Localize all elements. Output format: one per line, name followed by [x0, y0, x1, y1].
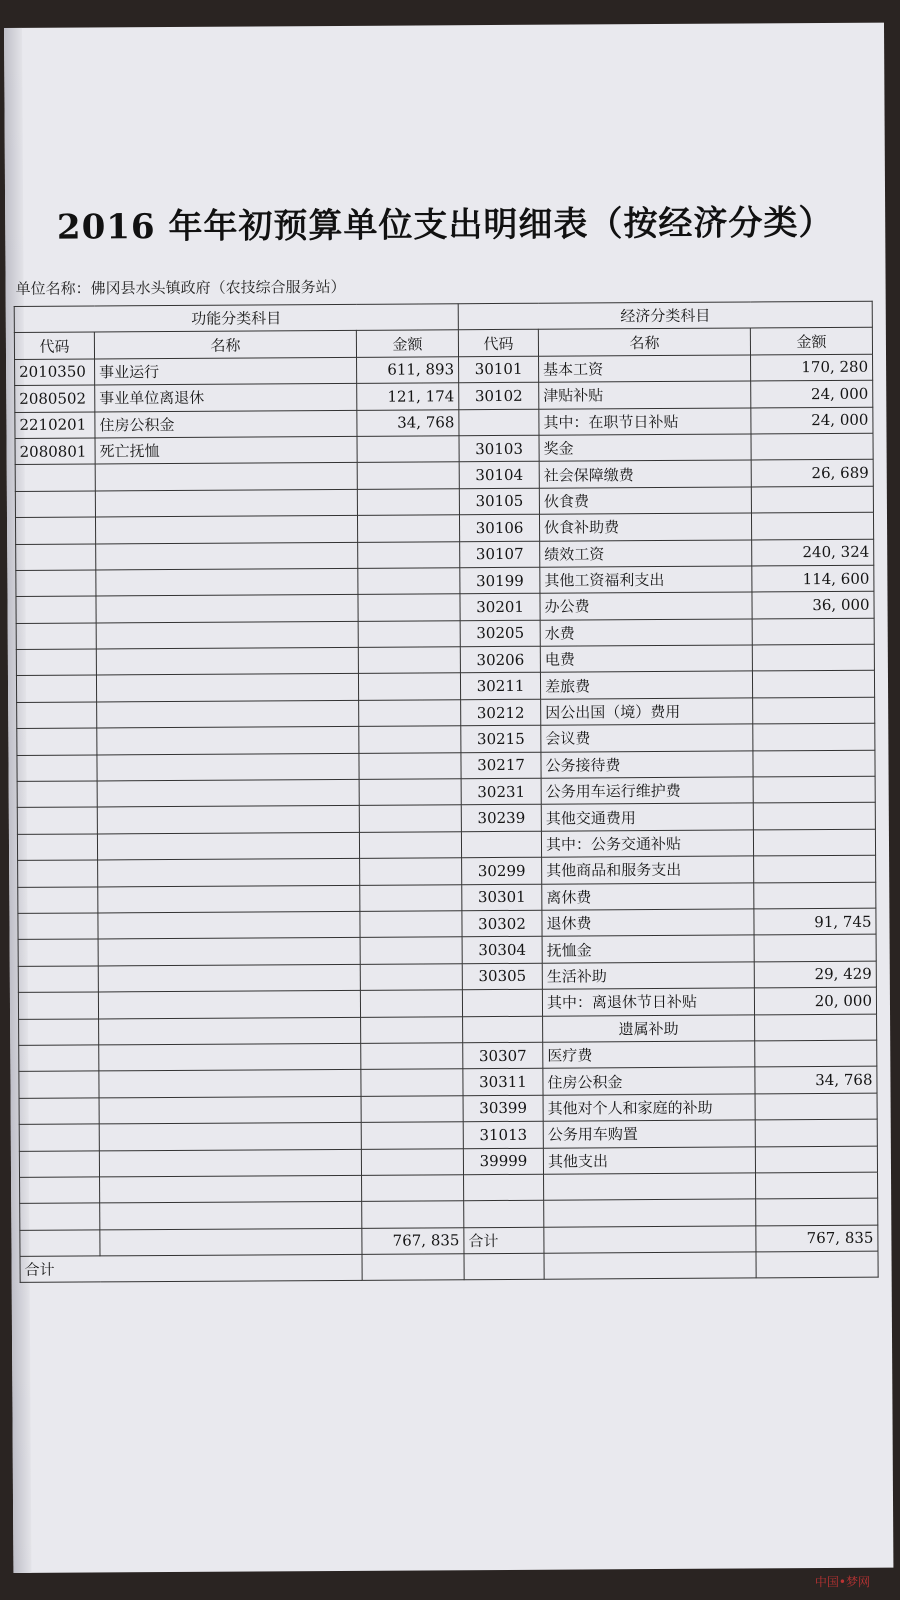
f-code-header: 代码	[14, 332, 94, 359]
cell-f-amount	[361, 1148, 463, 1175]
cell-f-name	[96, 542, 358, 570]
cell-e-amount	[753, 723, 875, 750]
cell-f-name	[98, 859, 360, 887]
cell-f-code	[16, 570, 96, 597]
cell-e-amount: 170, 280	[751, 354, 873, 381]
cell-e-amount: 91, 745	[754, 908, 876, 935]
cell-e-amount	[755, 1040, 877, 1067]
cell-e-code: 30307	[463, 1042, 543, 1069]
cell-e-code: 30101	[459, 356, 539, 383]
cell-e-amount	[753, 750, 875, 777]
cell-f-amount	[360, 884, 462, 911]
cell-e-code: 30104	[459, 462, 539, 489]
cell-f-code	[19, 1018, 99, 1045]
page-title: 2016 年年初预算单位支出明细表（按经济分类）	[56, 202, 834, 248]
cell-e-code: 30211	[460, 673, 540, 700]
cell-f-code	[17, 781, 97, 808]
cell-e-code: 30107	[460, 541, 540, 568]
cell-e-name: 其中：离退休节日补贴	[542, 988, 754, 1016]
cell-e-code	[463, 1016, 543, 1043]
cell-f-code	[15, 464, 95, 491]
cell-f-code	[18, 966, 98, 993]
cell-e-code: 30239	[461, 805, 541, 832]
total-label-economic	[464, 1253, 544, 1280]
cell-e-name: 奖金	[539, 434, 751, 462]
cell-f-name	[97, 700, 359, 728]
cell-f-code	[20, 1177, 100, 1204]
cell-f-code	[16, 543, 96, 570]
cell-e-amount: 240, 324	[752, 539, 874, 566]
cell-f-name	[96, 647, 358, 675]
cell-f-amount	[358, 620, 460, 647]
cell-f-amount	[361, 1043, 463, 1070]
document-page	[4, 23, 893, 1573]
cell-e-amount: 114, 600	[752, 565, 874, 592]
cell-f-name	[98, 885, 360, 913]
cell-f-code	[19, 1071, 99, 1098]
cell-f-amount	[361, 1016, 463, 1043]
cell-e-code	[464, 1174, 544, 1201]
cell-e-name: 绩效工资	[540, 539, 752, 567]
cell-e-name: 因公出国（境）费用	[541, 698, 753, 726]
cell-f-name	[96, 595, 358, 623]
cell-e-name: 公务用车运行维护费	[541, 777, 753, 805]
cell-f-name	[97, 727, 359, 755]
cell-e-code: 30304	[462, 937, 542, 964]
cell-e-name: 其他对个人和家庭的补助	[543, 1094, 755, 1122]
total-empty	[544, 1252, 756, 1280]
cell-f-name	[98, 911, 360, 939]
cell-f-amount	[361, 1122, 463, 1149]
cell-e-amount	[754, 855, 876, 882]
cell-f-name: 住房公积金	[95, 410, 357, 438]
cell-e-amount	[751, 486, 873, 513]
watermark: 中国•梦网	[814, 1575, 870, 1589]
cell-f-name	[98, 938, 360, 966]
cell-f-name	[95, 463, 357, 491]
cell-e-amount	[755, 1093, 877, 1120]
cell-e-amount: 767, 835	[756, 1225, 878, 1252]
cell-f-name	[97, 806, 359, 834]
cell-e-name: 差旅费	[540, 671, 752, 699]
cell-f-name	[95, 515, 357, 543]
cell-f-amount	[358, 568, 460, 595]
cell-e-code: 31013	[463, 1121, 543, 1148]
cell-e-name	[544, 1226, 756, 1254]
cell-e-code: 30206	[460, 646, 540, 673]
cell-e-code: 30302	[462, 910, 542, 937]
cell-e-amount	[752, 671, 874, 698]
cell-e-amount	[753, 776, 875, 803]
cell-e-name: 生活补助	[542, 962, 754, 990]
functional-group-header: 功能分类科目	[14, 304, 458, 333]
cell-f-amount	[360, 937, 462, 964]
cell-e-code: 30299	[462, 857, 542, 884]
cell-e-code	[459, 409, 539, 436]
cell-e-amount: 29, 429	[754, 961, 876, 988]
cell-f-amount	[357, 436, 459, 463]
cell-f-amount	[359, 700, 461, 727]
cell-f-amount	[360, 963, 462, 990]
cell-f-code	[16, 623, 96, 650]
cell-e-amount	[751, 512, 873, 539]
cell-f-amount: 34, 768	[357, 409, 459, 436]
cell-e-amount	[754, 882, 876, 909]
cell-e-amount: 26, 689	[751, 460, 873, 487]
cell-f-code	[16, 675, 96, 702]
cell-f-amount	[359, 779, 461, 806]
cell-e-amount: 36, 000	[752, 591, 874, 618]
cell-f-code	[17, 755, 97, 782]
cell-f-amount	[360, 911, 462, 938]
cell-e-name	[544, 1173, 756, 1201]
cell-f-code: 2010350	[15, 359, 95, 386]
cell-f-amount	[357, 488, 459, 515]
cell-f-code	[17, 807, 97, 834]
cell-e-code	[461, 831, 541, 858]
cell-f-name	[98, 990, 360, 1018]
cell-f-code	[19, 1098, 99, 1125]
cell-f-amount	[358, 673, 460, 700]
cell-f-name	[100, 1228, 362, 1256]
cell-e-name	[544, 1199, 756, 1227]
cell-f-code	[17, 728, 97, 755]
cell-f-amount	[357, 515, 459, 542]
cell-f-code: 2080801	[15, 438, 95, 465]
cell-e-code: 30215	[461, 725, 541, 752]
cell-e-code: 30217	[461, 752, 541, 779]
cell-e-name: 伙食费	[539, 487, 751, 515]
cell-f-amount	[359, 752, 461, 779]
cell-f-amount	[357, 462, 459, 489]
cell-f-code	[19, 1150, 99, 1177]
cell-e-name: 会议费	[541, 724, 753, 752]
cell-e-name: 离休费	[542, 883, 754, 911]
cell-f-code	[20, 1203, 100, 1230]
cell-f-amount	[358, 647, 460, 674]
cell-f-code	[19, 1124, 99, 1151]
budget-expenditure-table	[14, 301, 879, 1284]
cell-e-name: 水费	[540, 619, 752, 647]
cell-f-code: 2080502	[15, 385, 95, 412]
cell-e-code: 30301	[462, 884, 542, 911]
cell-f-amount	[359, 805, 461, 832]
cell-e-name: 公务接待费	[541, 751, 753, 779]
cell-e-code: 30305	[462, 963, 542, 990]
cell-e-code: 30106	[459, 514, 539, 541]
cell-e-amount	[756, 1198, 878, 1225]
cell-e-name: 遗属补助	[543, 1014, 755, 1042]
cell-f-name	[95, 489, 357, 517]
cell-e-code: 30231	[461, 778, 541, 805]
cell-f-amount: 121, 174	[357, 383, 459, 410]
cell-f-name	[99, 1017, 361, 1045]
cell-f-name	[96, 568, 358, 596]
cell-e-name: 医疗费	[543, 1041, 755, 1069]
cell-f-amount: 767, 835	[362, 1227, 464, 1254]
total-amount-functional	[362, 1254, 464, 1281]
cell-f-amount	[358, 594, 460, 621]
cell-e-amount	[756, 1172, 878, 1199]
cell-e-amount: 20, 000	[754, 987, 876, 1014]
cell-e-amount	[753, 697, 875, 724]
cell-f-name	[99, 1149, 361, 1177]
cell-f-code	[17, 702, 97, 729]
cell-f-name	[97, 832, 359, 860]
cell-f-code	[18, 992, 98, 1019]
total-row	[20, 1251, 878, 1283]
cell-e-code	[464, 1201, 544, 1228]
cell-f-code	[16, 649, 96, 676]
cell-e-amount	[755, 1119, 877, 1146]
economic-group-header: 经济分类科目	[458, 301, 872, 330]
total-amount-economic	[756, 1251, 878, 1278]
total-label-functional: 合计	[20, 1254, 362, 1282]
cell-f-amount	[359, 726, 461, 753]
cell-e-name: 其他工资福利支出	[540, 566, 752, 594]
cell-e-name: 办公费	[540, 592, 752, 620]
cell-f-amount	[361, 1069, 463, 1096]
cell-f-name	[99, 1070, 361, 1098]
f-amount-header: 金额	[356, 330, 458, 357]
cell-f-code	[17, 834, 97, 861]
cell-e-amount	[753, 803, 875, 830]
cell-e-code	[462, 989, 542, 1016]
cell-e-code: 30102	[459, 382, 539, 409]
cell-e-name: 伙食补助费	[539, 513, 751, 541]
cell-f-code	[19, 1045, 99, 1072]
cell-e-name: 津贴补贴	[539, 381, 751, 409]
cell-e-name: 其他支出	[543, 1146, 755, 1174]
cell-e-name: 退休费	[542, 909, 754, 937]
cell-e-name: 基本工资	[539, 355, 751, 383]
cell-f-name: 事业运行	[95, 357, 357, 385]
cell-f-amount	[361, 1095, 463, 1122]
cell-f-code	[18, 939, 98, 966]
e-amount-header: 金额	[750, 328, 872, 355]
cell-f-amount	[360, 990, 462, 1017]
f-name-header: 名称	[94, 331, 356, 359]
cell-f-code	[18, 887, 98, 914]
cell-f-name	[99, 1096, 361, 1124]
cell-f-amount	[362, 1201, 464, 1228]
cell-e-name: 其他商品和服务支出	[542, 856, 754, 884]
cell-f-name	[98, 964, 360, 992]
cell-f-code	[15, 491, 95, 518]
cell-e-amount	[754, 935, 876, 962]
cell-e-amount	[755, 1014, 877, 1041]
cell-e-amount	[753, 829, 875, 856]
cell-f-name	[96, 674, 358, 702]
cell-f-name	[97, 753, 359, 781]
cell-f-name	[99, 1043, 361, 1071]
cell-f-name	[100, 1175, 362, 1203]
cell-e-code: 30199	[460, 567, 540, 594]
cell-f-amount	[362, 1175, 464, 1202]
cell-e-code: 39999	[463, 1148, 543, 1175]
cell-f-code	[16, 596, 96, 623]
cell-e-amount: 34, 768	[755, 1067, 877, 1094]
cell-f-name: 事业单位离退休	[95, 384, 357, 412]
cell-f-code: 2210201	[15, 412, 95, 439]
cell-f-code	[15, 517, 95, 544]
cell-e-code: 30311	[463, 1069, 543, 1096]
cell-e-code: 30399	[463, 1095, 543, 1122]
cell-f-name: 死亡抚恤	[95, 436, 357, 464]
cell-e-name: 其中：公务交通补贴	[541, 830, 753, 858]
cell-e-name: 社会保障缴费	[539, 460, 751, 488]
cell-e-name: 抚恤金	[542, 935, 754, 963]
cell-f-name	[96, 621, 358, 649]
cell-e-code: 30205	[460, 620, 540, 647]
cell-e-amount	[751, 433, 873, 460]
cell-e-name: 住房公积金	[543, 1067, 755, 1095]
e-name-header: 名称	[538, 328, 750, 356]
e-code-header: 代码	[458, 330, 538, 357]
cell-f-name	[97, 779, 359, 807]
cell-e-code: 30103	[459, 435, 539, 462]
cell-e-amount	[752, 644, 874, 671]
cell-f-code	[20, 1230, 100, 1257]
cell-f-amount	[360, 858, 462, 885]
cell-f-amount	[359, 832, 461, 859]
cell-e-code: 30212	[461, 699, 541, 726]
cell-e-name: 电费	[540, 645, 752, 673]
cell-e-amount: 24, 000	[751, 380, 873, 407]
cell-e-code: 30105	[459, 488, 539, 515]
cell-f-code	[18, 860, 98, 887]
cell-f-amount	[358, 541, 460, 568]
cell-e-name: 公务用车购置	[543, 1120, 755, 1148]
cell-e-amount	[755, 1146, 877, 1173]
unit-name-label: 单位名称：佛冈县水头镇政府（农技综合服务站）	[15, 277, 346, 298]
cell-f-code	[18, 913, 98, 940]
cell-e-name: 其他交通费用	[541, 803, 753, 831]
cell-f-amount: 611, 893	[357, 357, 459, 384]
cell-e-code: 30201	[460, 594, 540, 621]
cell-e-amount	[752, 618, 874, 645]
cell-e-code: 合计	[464, 1227, 544, 1254]
cell-f-name	[100, 1202, 362, 1230]
cell-f-name	[99, 1122, 361, 1150]
cell-e-amount: 24, 000	[751, 407, 873, 434]
cell-e-name: 其中：在职节日补贴	[539, 408, 751, 436]
